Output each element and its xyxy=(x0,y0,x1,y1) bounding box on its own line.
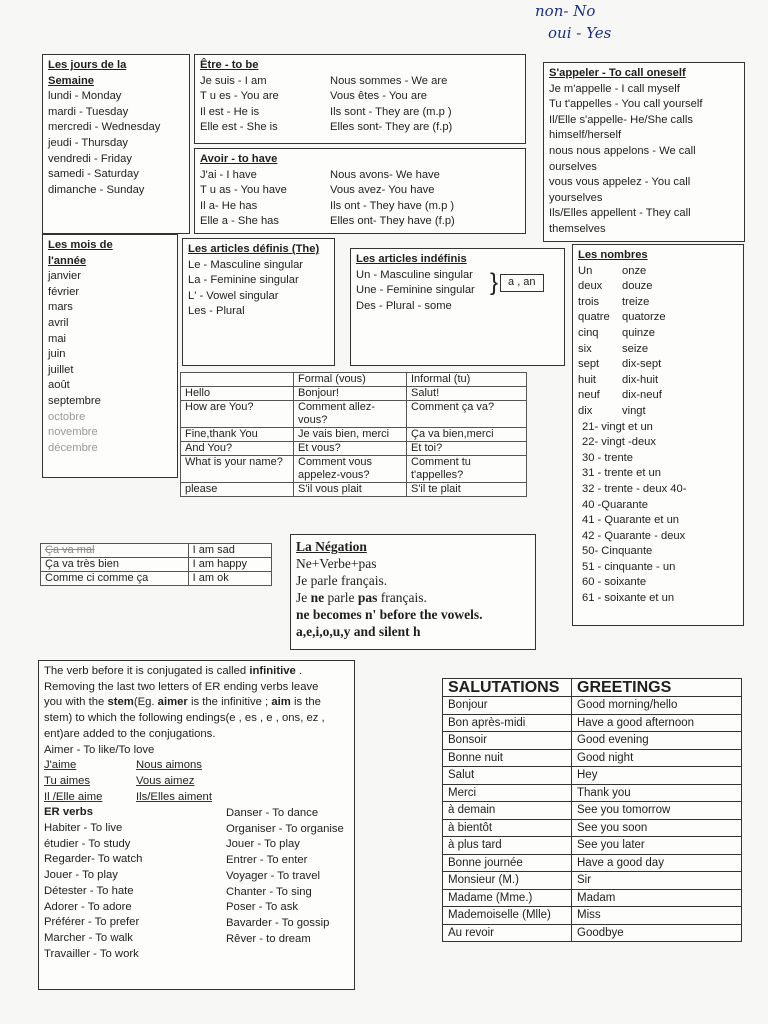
day-item: mardi - Tuesday xyxy=(48,105,129,118)
number-item: 32 - trente - deux 40- xyxy=(582,482,687,495)
er-verb-item: Organiser - To organise xyxy=(226,822,344,835)
table-row xyxy=(443,714,742,732)
negation-example-negated xyxy=(296,589,530,606)
table-cell: Goodbye xyxy=(572,924,742,942)
table-cell: à bientôt xyxy=(443,819,572,837)
table-cell: Hello xyxy=(181,387,294,401)
table-cell: Bon après-midi xyxy=(443,714,572,732)
day-item: samedi - Saturday xyxy=(48,168,139,181)
etre-item: T u es - You are xyxy=(200,90,279,103)
conjugation-form: Il /Elle aime xyxy=(44,790,103,803)
etre-item: Ils sont - They are (m.p ) xyxy=(330,105,452,118)
etre-item: Je suis - I am xyxy=(200,74,267,87)
sappeler-line: Tu t'appelles - You call yourself xyxy=(549,98,703,111)
avoir-box xyxy=(194,148,526,234)
days-of-week-box xyxy=(42,54,190,234)
indefinite-article-item: Un - Masculine singular xyxy=(356,268,473,281)
table-cell: Mademoiselle (Mlle) xyxy=(443,907,572,925)
table-row xyxy=(443,907,742,925)
conjugation-form: Tu aimes xyxy=(44,774,91,787)
table-cell: See you later xyxy=(572,837,742,855)
table-cell: Ça va bien,merci xyxy=(407,428,527,442)
table-row xyxy=(443,924,742,942)
number-word: dix-neuf xyxy=(622,389,662,402)
intro-bold: aim xyxy=(271,696,291,709)
table-header-cell: Informal (tu) xyxy=(407,373,527,387)
number-item: 31 - trente et un xyxy=(582,467,661,480)
number-item: 50- Cinquante xyxy=(582,545,653,558)
er-verb-item: étudier - To study xyxy=(44,837,131,850)
intro-line-3 xyxy=(44,695,349,711)
conjugation-row xyxy=(44,790,349,806)
neg-part: français. xyxy=(377,590,427,605)
definite-articles-list xyxy=(188,258,329,320)
table-row xyxy=(443,697,742,715)
etre-singular-list xyxy=(200,74,330,136)
month-item: décembre xyxy=(48,441,98,454)
table-cell: Comme ci comme ça xyxy=(41,572,189,586)
table-row xyxy=(181,483,527,497)
table-cell: Bonjour xyxy=(443,697,572,715)
table-cell: Monsieur (M.) xyxy=(443,872,572,890)
number-word: quinze xyxy=(622,326,655,339)
table-cell: Comment allez-vous? xyxy=(294,401,407,428)
table-cell: Bonne journée xyxy=(443,854,572,872)
avoir-plural-list xyxy=(330,168,455,230)
negation-vowel-rule: ne becomes n' before the vowels. xyxy=(296,607,483,622)
indefinite-articles-plural: Des - Plural - some xyxy=(356,299,452,312)
sappeler-line: Ils/Elles appellent - They call themselves xyxy=(549,207,691,235)
intro-bold: stem xyxy=(107,696,134,709)
avoir-item: Elles ont- They have (f.p) xyxy=(330,215,455,228)
salutations-header-row xyxy=(443,679,742,697)
avoir-item: Nous avons- We have xyxy=(330,168,440,181)
er-verb-item: Poser - To ask xyxy=(226,901,298,914)
table-cell: Good morning/hello xyxy=(572,697,742,715)
sappeler-line: nous nous appelons - We call ourselves xyxy=(549,144,696,173)
intro-text: is the infinitive ; xyxy=(187,696,272,709)
number-word: trois xyxy=(578,295,600,308)
conjugation-row xyxy=(44,774,349,790)
numbers-list xyxy=(578,420,738,607)
neg-ne: ne xyxy=(310,590,325,605)
table-header-row xyxy=(181,373,527,387)
table-row xyxy=(181,401,527,428)
table-cell: I am sad xyxy=(188,544,271,558)
table-row xyxy=(181,456,527,483)
table-cell: à plus tard xyxy=(443,837,572,855)
table-cell: S'il vous plait xyxy=(294,483,407,497)
month-item: octobre xyxy=(48,410,86,423)
table-cell: Et vous? xyxy=(294,442,407,456)
number-word: deux xyxy=(578,280,603,293)
avoir-singular-list xyxy=(200,168,330,230)
day-item: mercredi - Wednesday xyxy=(48,121,161,134)
table-cell: Merci xyxy=(443,784,572,802)
intro-text: The verb before it is conjugated is called xyxy=(44,665,250,677)
number-word: vingt xyxy=(622,404,646,417)
month-item: août xyxy=(48,379,70,392)
etre-box xyxy=(194,54,526,144)
salutations-body xyxy=(443,697,742,942)
negation-rule: Ne+Verbe+pas xyxy=(296,556,377,571)
conjugation-row xyxy=(44,758,349,774)
number-word: quatre xyxy=(578,311,610,324)
month-item: février xyxy=(48,285,80,298)
er-verb-item: Chanter - To sing xyxy=(226,885,312,898)
definite-articles-box xyxy=(182,238,335,366)
negation-box xyxy=(290,534,536,650)
er-verb-item: Marcher - To walk xyxy=(44,931,133,944)
table-cell: I am ok xyxy=(188,572,271,586)
table-row xyxy=(443,819,742,837)
table-row xyxy=(41,544,272,558)
avoir-item: Vous avez- You have xyxy=(330,184,435,197)
number-item: 21- vingt et un xyxy=(582,420,653,433)
cava-table-body xyxy=(41,544,272,586)
table-row xyxy=(443,802,742,820)
salutations-table xyxy=(442,678,742,942)
sappeler-line: Je m'appelle - I call myself xyxy=(549,82,680,95)
table-row xyxy=(443,854,742,872)
intro-text: is the xyxy=(290,696,321,709)
table-row xyxy=(181,387,527,401)
month-item: janvier xyxy=(48,270,81,283)
days-title: Les jours de la Semaine xyxy=(48,59,127,87)
etre-item: Elle est - She is xyxy=(200,121,278,134)
table-row xyxy=(181,428,527,442)
table-cell: Good night xyxy=(572,749,742,767)
month-item: septembre xyxy=(48,394,101,407)
etre-item: Nous sommes - We are xyxy=(330,74,448,87)
intro-line-2: Removing the last two letters of ER ending verbs leave xyxy=(44,680,319,693)
er-verb-item: Jouer - To play xyxy=(44,869,118,882)
indefinite-articles-box xyxy=(350,248,565,366)
brace: } xyxy=(490,269,499,297)
number-word: huit xyxy=(578,373,597,386)
aimer-line: Aimer - To like/To love xyxy=(44,743,155,756)
numbers-title: Les nombres xyxy=(578,249,648,261)
number-item: 40 -Quarante xyxy=(582,498,648,511)
er-verb-item: Danser - To dance xyxy=(226,807,319,820)
conjugation-form: Nous aimons xyxy=(136,759,202,772)
negation-example: Je parle français. xyxy=(296,573,388,588)
table-cell: Salut! xyxy=(407,387,527,401)
intro-text: (Eg. xyxy=(133,696,158,709)
table-row xyxy=(443,749,742,767)
table-cell: See you soon xyxy=(572,819,742,837)
table-row xyxy=(443,872,742,890)
table-row xyxy=(443,767,742,785)
table-row xyxy=(41,558,272,572)
er-verb-item: Voyager - To travel xyxy=(226,869,320,882)
etre-item: Il est - He is xyxy=(200,105,260,118)
table-cell: Good evening xyxy=(572,732,742,750)
er-verbs-right-list xyxy=(226,806,344,962)
er-verb-item: Travailler - To work xyxy=(44,947,139,960)
table-cell: Comment tu t'appelles? xyxy=(407,456,527,483)
table-cell: Bonne nuit xyxy=(443,749,572,767)
months-box xyxy=(42,234,178,478)
definite-article-item: L' - Vowel singular xyxy=(188,289,279,302)
table-cell: Et toi? xyxy=(407,442,527,456)
definite-articles-title: Les articles définis (The) xyxy=(188,243,320,255)
month-item: juin xyxy=(48,348,66,361)
table-row xyxy=(443,837,742,855)
negation-title: La Négation xyxy=(296,539,367,554)
a-an-label: a , an xyxy=(500,274,544,292)
avoir-item: Il a- He has xyxy=(200,199,258,212)
table-cell: Madame (Mme.) xyxy=(443,889,572,907)
table-cell: S'il te plait xyxy=(407,483,527,497)
number-word: onze xyxy=(622,264,647,277)
conjugation-form: Vous aimez xyxy=(136,774,195,787)
table-cell: Je vais bien, merci xyxy=(294,428,407,442)
number-item: 30 - trente xyxy=(582,451,633,464)
numbers-grid xyxy=(578,264,738,420)
number-word: neuf xyxy=(578,389,600,402)
number-word: seize xyxy=(622,342,649,355)
day-item: lundi - Monday xyxy=(48,90,122,103)
number-word: sept xyxy=(578,358,600,371)
number-word: quatorze xyxy=(622,311,666,324)
definite-article-item: Le - Masculine singular xyxy=(188,258,304,271)
table-cell: Have a good day xyxy=(572,854,742,872)
table-cell: Have a good afternoon xyxy=(572,714,742,732)
numbers-box xyxy=(572,244,744,626)
table-cell: Bonsoir xyxy=(443,732,572,750)
definite-article-item: La - Feminine singular xyxy=(188,274,299,287)
neg-part: parle xyxy=(324,590,358,605)
etre-title: Être - to be xyxy=(200,59,259,71)
er-verb-item: Rêver - to dream xyxy=(226,932,311,945)
sappeler-title: S'appeler - To call oneself xyxy=(549,67,686,79)
formal-informal-table xyxy=(180,372,527,497)
er-verb-item: Détester - To hate xyxy=(44,884,134,897)
table-cell: Ça va mal xyxy=(41,544,189,558)
sappeler-line: vous vous appelez - You call yourselves xyxy=(549,176,691,204)
salutations-header-cell: SALUTATIONS xyxy=(443,679,572,697)
number-item: 22- vingt -deux xyxy=(582,436,657,449)
handwritten-note-no: non- No xyxy=(535,2,596,20)
intro-line-1 xyxy=(44,664,349,680)
intro-line-5: ent)are added to the conjugations. xyxy=(44,727,216,740)
table-row xyxy=(41,572,272,586)
table-row xyxy=(443,784,742,802)
month-item: novembre xyxy=(48,426,98,439)
number-item: 51 - cinquante - un xyxy=(582,560,676,573)
salutations-header-cell: GREETINGS xyxy=(572,679,742,697)
table-cell: And You? xyxy=(181,442,294,456)
table-cell: What is your name? xyxy=(181,456,294,483)
table-cell: How are You? xyxy=(181,401,294,428)
sappeler-box xyxy=(543,62,745,242)
definite-article-item: Les - Plural xyxy=(188,305,245,318)
conjugation-form: Ils/Elles aiment xyxy=(136,790,212,803)
number-item: 42 - Quarante - deux xyxy=(582,529,686,542)
table-body xyxy=(181,387,527,497)
intro-text: . xyxy=(295,665,303,677)
avoir-item: Ils ont - They have (m.p ) xyxy=(330,199,455,212)
month-item: mai xyxy=(48,332,67,345)
month-item: mars xyxy=(48,301,73,314)
table-header-cell xyxy=(181,373,294,387)
avoir-item: J'ai - I have xyxy=(200,168,257,181)
number-word: douze xyxy=(622,280,653,293)
intro-line-4: stem) to which the following endings(e , es , e , ons, ez , xyxy=(44,712,325,725)
number-word: six xyxy=(578,342,592,355)
neg-part: Je xyxy=(296,590,311,605)
table-cell: Madam xyxy=(572,889,742,907)
avoir-title: Avoir - to have xyxy=(200,153,278,165)
table-row xyxy=(181,442,527,456)
neg-pas: pas xyxy=(357,590,378,605)
sappeler-line: Il/Elle s'appelle- He/She calls himself/herself xyxy=(549,113,693,142)
er-verb-item: Regarder- To watch xyxy=(44,853,143,866)
table-cell: Comment ça va? xyxy=(407,401,527,428)
table-cell: Thank you xyxy=(572,784,742,802)
table-cell: Salut xyxy=(443,767,572,785)
month-item: juillet xyxy=(48,363,74,376)
sappeler-list xyxy=(549,82,739,238)
aimer-conjugation xyxy=(44,758,349,805)
indefinite-article-item: Une - Feminine singular xyxy=(356,284,475,297)
day-item: dimanche - Sunday xyxy=(48,183,145,196)
etre-item: Vous êtes - You are xyxy=(330,90,428,103)
er-verbs-title: ER verbs xyxy=(44,806,93,819)
handwritten-note-yes: oui - Yes xyxy=(548,24,612,42)
table-cell: Sir xyxy=(572,872,742,890)
table-cell: I am happy xyxy=(188,558,271,572)
table-cell: Fine,thank You xyxy=(181,428,294,442)
number-word: cinq xyxy=(578,326,599,339)
er-verbs-box xyxy=(38,660,355,990)
table-cell: See you tomorrow xyxy=(572,802,742,820)
number-word: Un xyxy=(578,264,593,277)
er-verb-item: Préférer - To prefer xyxy=(44,916,140,929)
er-verbs-left-list xyxy=(44,821,226,962)
number-word: dix xyxy=(578,404,593,417)
intro-bold: aimer xyxy=(157,696,188,709)
month-item: avril xyxy=(48,316,69,329)
cava-table xyxy=(40,543,272,586)
table-cell: à demain xyxy=(443,802,572,820)
table-cell: Bonjour! xyxy=(294,387,407,401)
days-list xyxy=(48,89,184,198)
avoir-item: Elle a - She has xyxy=(200,215,279,228)
er-verb-item: Adorer - To adore xyxy=(44,900,132,913)
number-word: dix-sept xyxy=(622,358,662,371)
intro-text: you with the xyxy=(44,696,108,709)
er-verb-item: Entrer - To enter xyxy=(226,854,308,867)
indefinite-articles-title: Les articles indéfinis xyxy=(356,253,467,265)
table-cell: Miss xyxy=(572,907,742,925)
intro-bold: infinitive xyxy=(249,665,296,677)
table-cell: please xyxy=(181,483,294,497)
er-verb-item: Jouer - To play xyxy=(226,838,300,851)
table-cell: Hey xyxy=(572,767,742,785)
number-item: 61 - soixante et un xyxy=(582,592,675,605)
table-cell: Ça va très bien xyxy=(41,558,189,572)
avoir-item: T u as - You have xyxy=(200,184,287,197)
day-item: jeudi - Thursday xyxy=(48,136,129,149)
etre-plural-list xyxy=(330,74,452,136)
number-item: 60 - soixante xyxy=(582,576,647,589)
conjugation-form: J'aime xyxy=(44,759,77,772)
er-verb-item: Habiter - To live xyxy=(44,822,123,835)
number-word: dix-huit xyxy=(622,373,659,386)
months-title: Les mois de l'année xyxy=(48,239,113,267)
er-verb-item: Bavarder - To gossip xyxy=(226,916,330,929)
table-header-cell: Formal (vous) xyxy=(294,373,407,387)
table-cell: Au revoir xyxy=(443,924,572,942)
table-row xyxy=(443,732,742,750)
negation-vowel-list: a,e,i,o,u,y and silent h xyxy=(296,624,421,639)
etre-item: Elles sont- They are (f.p) xyxy=(330,121,453,134)
number-item: 41 - Quarante et un xyxy=(582,514,680,527)
table-cell: Comment vous appelez-vous? xyxy=(294,456,407,483)
number-word: treize xyxy=(622,295,650,308)
indefinite-articles-singular xyxy=(356,268,488,299)
day-item: vendredi - Friday xyxy=(48,152,132,165)
months-list xyxy=(48,269,172,456)
table-row xyxy=(443,889,742,907)
